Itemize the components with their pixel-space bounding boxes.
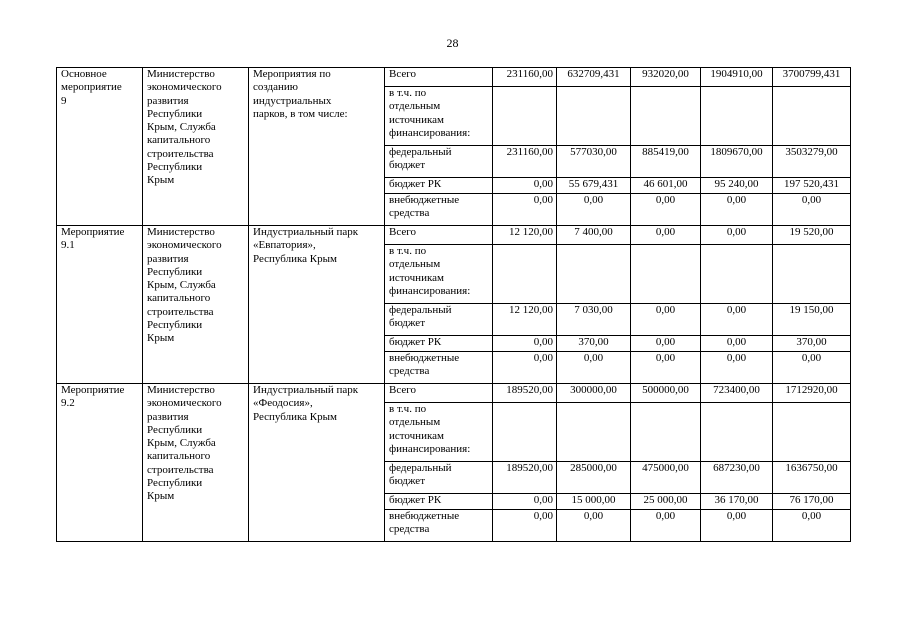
measure-executor-line: Республики [147,319,203,332]
funding-source-line: источникам [389,429,444,442]
measure-name [249,68,385,226]
amount-cell: 19 520,00 [773,226,851,245]
measure-code [57,68,143,226]
amount-cell: 0,00 [493,510,557,542]
measure-code [57,226,143,384]
measure-code [57,384,143,542]
amount-cell: 3700799,431 [773,68,851,87]
measure-executor-line: Республики [147,477,203,490]
amount-cell: 687230,00 [701,462,773,494]
funding-source [385,510,493,542]
measure-name-line: созданию [253,81,298,94]
amount-cell: 1904910,00 [701,68,773,87]
amount-cell [557,87,631,146]
amount-cell: 12 120,00 [493,304,557,336]
funding-source-line: Всего [389,384,416,396]
amount-cell [493,87,557,146]
amount-cell: 300000,00 [557,384,631,403]
measure-executor-line: экономического [147,81,222,94]
amount-cell: 36 170,00 [701,494,773,510]
funding-source [385,146,493,178]
amount-cell: 3503279,00 [773,146,851,178]
funding-source-line: финансирования: [389,126,471,139]
amount-cell: 231160,00 [493,68,557,87]
funding-source-line: внебюджетные [389,510,460,522]
amount-cell: 500000,00 [631,384,701,403]
funding-source-line: федеральный [389,146,452,158]
measure-executor [143,68,249,226]
amount-cell [701,245,773,304]
measure-executor-line: строительства [147,305,214,318]
measure-executor-line: Министерство [147,226,215,238]
funding-source-line: средства [389,365,430,378]
measure-name-line: парков, в том числе: [253,107,348,120]
funding-source-line: средства [389,207,430,220]
measure-name [249,384,385,542]
measure-executor-line: развития [147,252,189,265]
funding-source-line: отдельным [389,100,441,113]
funding-source [385,194,493,226]
amount-cell: 370,00 [557,336,631,352]
funding-source-line: внебюджетные [389,352,460,364]
measure-code-line: 9 [61,94,67,107]
amount-cell: 0,00 [493,352,557,384]
measure-executor-line: капитального [147,292,211,305]
amount-cell: 0,00 [701,336,773,352]
amount-cell: 0,00 [773,510,851,542]
amount-cell: 0,00 [631,352,701,384]
amount-cell: 475000,00 [631,462,701,494]
amount-cell: 370,00 [773,336,851,352]
amount-cell: 1636750,00 [773,462,851,494]
measure-executor-line: Крым, Служба [147,279,216,292]
funding-source-line: бюджет [389,475,425,488]
page-number: 28 [446,36,459,50]
amount-cell: 0,00 [701,352,773,384]
amount-cell: 7 030,00 [557,304,631,336]
amount-cell: 723400,00 [701,384,773,403]
measure-executor [143,226,249,384]
amount-cell: 189520,00 [493,384,557,403]
funding-source-line: в т.ч. по [389,403,427,415]
amount-cell [773,87,851,146]
amount-cell: 0,00 [493,194,557,226]
measure-code-line: Мероприятие [61,384,125,396]
amount-cell [631,245,701,304]
amount-cell: 0,00 [701,226,773,245]
measure-executor-line: строительства [147,463,214,476]
amount-cell: 1712920,00 [773,384,851,403]
measure-executor-line: Крым, Служба [147,437,216,450]
amount-cell: 577030,00 [557,146,631,178]
funding-source-line: Всего [389,226,416,238]
table-row [57,384,851,403]
funding-source [385,68,493,87]
amount-cell: 197 520,431 [773,178,851,194]
amount-cell: 0,00 [631,510,701,542]
measure-executor-line: экономического [147,239,222,252]
measure-executor-line: развития [147,410,189,423]
funding-source-line: внебюджетные [389,194,460,206]
measure-name-line: Индустриальный парк [253,226,359,238]
measure-executor-line: строительства [147,147,214,160]
funding-source-line: в т.ч. по [389,87,427,99]
funding-source [385,245,493,304]
measure-code-line: 9.2 [61,397,75,410]
measure-name-line: «Евпатория», [253,239,316,252]
financing-table [56,67,851,542]
amount-cell: 189520,00 [493,462,557,494]
amount-cell: 0,00 [557,194,631,226]
funding-source-line: в т.ч. по [389,245,427,257]
amount-cell: 932020,00 [631,68,701,87]
amount-cell: 0,00 [493,494,557,510]
table-row [57,226,851,245]
amount-cell: 0,00 [701,194,773,226]
funding-source-line: средства [389,523,430,536]
funding-source [385,403,493,462]
amount-cell: 0,00 [631,304,701,336]
amount-cell: 0,00 [557,510,631,542]
amount-cell: 55 679,431 [557,178,631,194]
funding-source [385,462,493,494]
measure-executor-line: Крым [147,332,175,345]
amount-cell: 46 601,00 [631,178,701,194]
measure-executor-line: Крым [147,490,175,503]
amount-cell: 95 240,00 [701,178,773,194]
amount-cell: 0,00 [773,194,851,226]
funding-source-line: федеральный [389,304,452,316]
funding-source [385,87,493,146]
amount-cell: 0,00 [493,178,557,194]
measure-executor [143,384,249,542]
amount-cell: 19 150,00 [773,304,851,336]
funding-source [385,226,493,245]
funding-source-line: федеральный [389,462,452,474]
amount-cell: 15 000,00 [557,494,631,510]
funding-source-line: бюджет [389,317,425,330]
amount-cell: 76 170,00 [773,494,851,510]
amount-cell: 0,00 [557,352,631,384]
measure-executor-line: Министерство [147,384,215,396]
funding-source-line: источникам [389,271,444,284]
amount-cell: 0,00 [701,304,773,336]
measure-executor-line: Крым, Служба [147,121,216,134]
amount-cell [631,87,701,146]
funding-source-line: бюджет РК [389,178,442,190]
funding-source-line: бюджет РК [389,494,442,506]
amount-cell: 0,00 [773,352,851,384]
amount-cell: 25 000,00 [631,494,701,510]
measure-executor-line: Республики [147,161,203,174]
amount-cell [557,245,631,304]
measure-code-line: Основное [61,68,107,80]
funding-source-line: бюджет РК [389,336,442,348]
funding-source-line: источникам [389,113,444,126]
amount-cell [557,403,631,462]
measure-executor-line: Республики [147,107,203,120]
amount-cell: 0,00 [493,336,557,352]
amount-cell: 12 120,00 [493,226,557,245]
amount-cell: 231160,00 [493,146,557,178]
measure-executor-line: Крым [147,174,175,187]
amount-cell [701,403,773,462]
measure-name [249,226,385,384]
amount-cell: 0,00 [631,226,701,245]
measure-name-line: Республика Крым [253,410,337,423]
amount-cell: 0,00 [701,510,773,542]
funding-source-line: Всего [389,68,416,80]
funding-source-line: бюджет [389,159,425,172]
measure-code-line: мероприятие [61,81,122,94]
funding-source-line: отдельным [389,416,441,429]
measure-name-line: индустриальных [253,94,332,107]
amount-cell [493,403,557,462]
measure-executor-line: капитального [147,134,211,147]
measure-name-line: Мероприятия по [253,68,331,80]
measure-executor-line: капитального [147,450,211,463]
amount-cell: 0,00 [631,336,701,352]
funding-source [385,352,493,384]
amount-cell: 1809670,00 [701,146,773,178]
amount-cell: 285000,00 [557,462,631,494]
amount-cell: 632709,431 [557,68,631,87]
funding-source [385,494,493,510]
amount-cell [773,403,851,462]
amount-cell: 885419,00 [631,146,701,178]
amount-cell: 0,00 [631,194,701,226]
amount-cell [493,245,557,304]
measure-name-line: Республика Крым [253,252,337,265]
measure-name-line: «Феодосия», [253,397,313,410]
measure-executor-line: экономического [147,397,222,410]
funding-source-line: отдельным [389,258,441,271]
amount-cell [631,403,701,462]
amount-cell [701,87,773,146]
funding-source-line: финансирования: [389,284,471,297]
measure-code-line: 9.1 [61,239,75,252]
measure-executor-line: Республики [147,265,203,278]
measure-executor-line: Республики [147,423,203,436]
funding-source [385,178,493,194]
amount-cell: 7 400,00 [557,226,631,245]
measure-code-line: Мероприятие [61,226,125,238]
amount-cell [773,245,851,304]
funding-source [385,336,493,352]
measure-name-line: Индустриальный парк [253,384,359,396]
funding-source [385,304,493,336]
funding-source-line: финансирования: [389,442,471,455]
table-row [57,68,851,87]
measure-executor-line: развития [147,94,189,107]
funding-source [385,384,493,403]
measure-executor-line: Министерство [147,68,215,80]
